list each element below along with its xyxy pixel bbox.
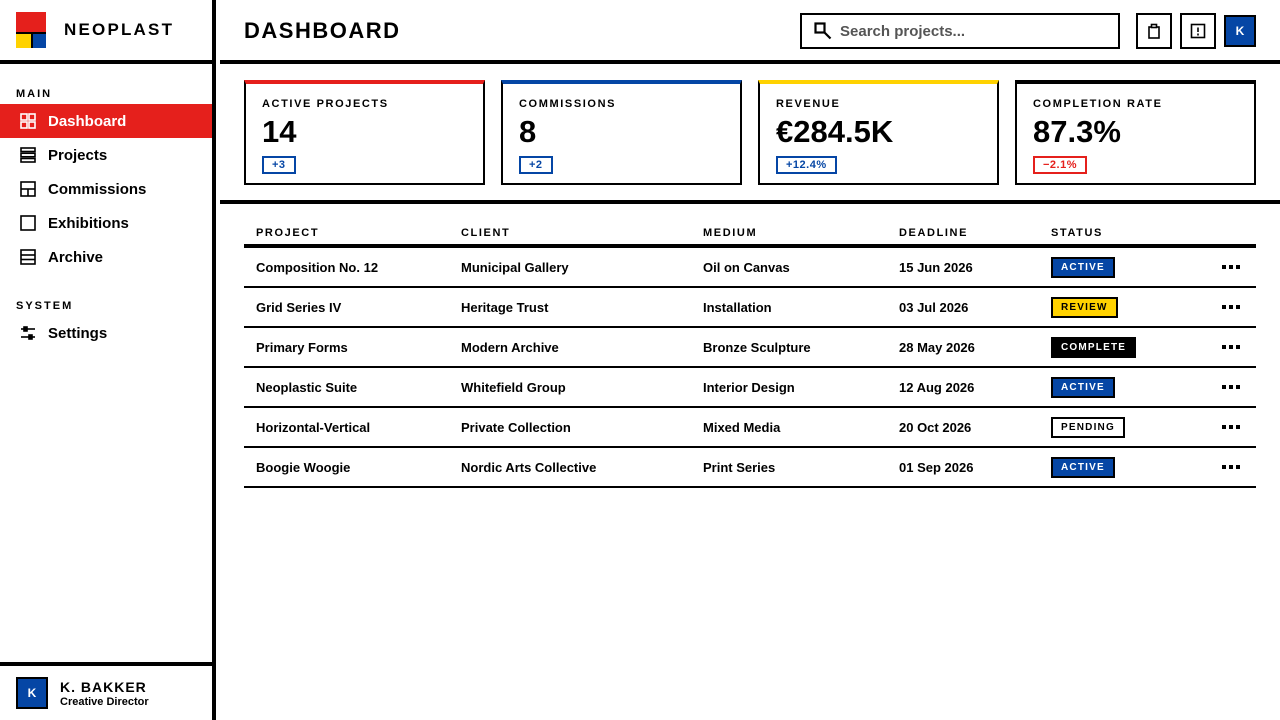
sidebar-item-label: Archive — [48, 248, 104, 266]
clipboard-icon — [1146, 23, 1162, 39]
status-cell — [1051, 257, 1206, 278]
stat-label: REVENUE — [776, 98, 841, 110]
sidebar-item-label: Settings — [48, 324, 108, 342]
search-icon — [814, 22, 832, 40]
stat-delta: +2 — [519, 156, 553, 174]
clipboard-button[interactable] — [1136, 13, 1172, 49]
table-row[interactable] — [244, 288, 1256, 328]
table-row[interactable] — [244, 448, 1256, 488]
sidebar-item-label: Exhibitions — [48, 214, 129, 232]
sidebar-item-archive[interactable] — [0, 240, 212, 274]
user-profile[interactable] — [0, 662, 212, 720]
column-header-project[interactable]: PROJECT — [256, 227, 320, 239]
medium: Print Series — [703, 459, 776, 475]
project-name: Grid Series IV — [256, 299, 342, 315]
client-name: Municipal Gallery — [461, 259, 569, 275]
stat-card-commissions — [501, 80, 742, 185]
row-menu-icon[interactable] — [1220, 339, 1242, 355]
brand-name: NEOPLAST — [64, 20, 175, 39]
stat-card-revenue — [758, 80, 999, 185]
nav-heading-system: SYSTEM — [16, 300, 74, 312]
sidebar-item-exhibitions[interactable] — [0, 206, 212, 240]
grid-icon — [20, 113, 36, 129]
stat-value: €284.5K — [776, 114, 894, 149]
row-menu-icon[interactable] — [1220, 379, 1242, 395]
status-cell — [1051, 417, 1206, 438]
stat-value: 8 — [519, 114, 537, 149]
page-title: DASHBOARD — [244, 18, 401, 43]
medium: Installation — [703, 299, 772, 315]
split-box-icon — [20, 181, 36, 197]
sliders-icon — [20, 325, 36, 341]
medium: Interior Design — [703, 379, 795, 395]
status-cell — [1051, 297, 1206, 318]
client-name: Heritage Trust — [461, 299, 549, 315]
row-menu-icon[interactable] — [1220, 459, 1242, 475]
client-name: Private Collection — [461, 419, 571, 435]
project-name: Boogie Woogie — [256, 459, 351, 475]
archive-icon — [20, 249, 36, 265]
table-row[interactable] — [244, 368, 1256, 408]
project-name: Composition No. 12 — [256, 259, 379, 275]
table-row[interactable] — [244, 408, 1256, 448]
table-row[interactable] — [244, 328, 1256, 368]
table-row[interactable] — [244, 248, 1256, 288]
main-nav — [0, 88, 212, 274]
medium: Mixed Media — [703, 419, 781, 435]
column-header-client[interactable]: CLIENT — [461, 227, 511, 239]
table-header — [244, 222, 1256, 248]
stat-label: COMMISSIONS — [519, 98, 617, 110]
status-badge: ACTIVE — [1051, 257, 1115, 278]
deadline: 20 Oct 2026 — [899, 419, 972, 435]
status-badge: ACTIVE — [1051, 377, 1115, 398]
sidebar-item-projects[interactable] — [0, 138, 212, 172]
row-menu-icon[interactable] — [1220, 259, 1242, 275]
sidebar-item-dashboard[interactable] — [0, 104, 212, 138]
status-badge: PENDING — [1051, 417, 1125, 438]
project-name: Horizontal-Vertical — [256, 419, 371, 435]
system-nav — [0, 300, 212, 350]
stat-value: 14 — [262, 114, 297, 149]
deadline: 15 Jun 2026 — [899, 259, 973, 275]
sidebar-item-label: Commissions — [48, 180, 147, 198]
stat-delta: +12.4% — [776, 156, 837, 174]
deadline: 28 May 2026 — [899, 339, 975, 355]
user-name: K. BAKKER — [60, 678, 147, 695]
status-badge: ACTIVE — [1051, 457, 1115, 478]
stat-value: 87.3% — [1033, 114, 1121, 149]
stats-section — [220, 64, 1280, 204]
sidebar-item-settings[interactable] — [0, 316, 212, 350]
sidebar-item-commissions[interactable] — [0, 172, 212, 206]
header-avatar-button[interactable]: K — [1224, 15, 1256, 47]
status-badge: REVIEW — [1051, 297, 1118, 318]
alerts-button[interactable] — [1180, 13, 1216, 49]
alert-icon — [1190, 23, 1206, 39]
sidebar-item-label: Projects — [48, 146, 108, 164]
project-name: Primary Forms — [256, 339, 348, 355]
client-name: Nordic Arts Collective — [461, 459, 597, 475]
sidebar — [0, 0, 216, 720]
nav-heading-main: MAIN — [16, 88, 53, 100]
client-name: Whitefield Group — [461, 379, 566, 395]
stat-card-completion-rate — [1015, 80, 1256, 185]
column-header-status[interactable]: STATUS — [1051, 227, 1103, 239]
row-menu-icon[interactable] — [1220, 299, 1242, 315]
table-body — [244, 248, 1256, 488]
medium: Bronze Sculpture — [703, 339, 811, 355]
header — [220, 0, 1280, 64]
brand — [0, 0, 212, 64]
square-icon — [20, 215, 36, 231]
stat-card-active-projects — [244, 80, 485, 185]
list-icon — [20, 147, 36, 163]
neoplast-logo-icon — [16, 12, 46, 48]
search-box[interactable] — [800, 13, 1120, 49]
client-name: Modern Archive — [461, 339, 559, 355]
medium: Oil on Canvas — [703, 259, 790, 275]
deadline: 03 Jul 2026 — [899, 299, 969, 315]
status-cell — [1051, 377, 1206, 398]
status-cell — [1051, 337, 1206, 358]
deadline: 12 Aug 2026 — [899, 379, 975, 395]
search-input[interactable] — [840, 23, 1100, 40]
avatar: K — [16, 677, 48, 709]
stat-label: COMPLETION RATE — [1033, 98, 1163, 110]
stat-delta: +3 — [262, 156, 296, 174]
stat-label: ACTIVE PROJECTS — [262, 98, 389, 110]
stat-delta: −2.1% — [1033, 156, 1087, 174]
sidebar-item-label: Dashboard — [48, 112, 127, 130]
column-header-deadline[interactable]: DEADLINE — [899, 227, 969, 239]
column-header-medium[interactable]: MEDIUM — [703, 227, 758, 239]
user-role: Creative Director — [60, 695, 149, 708]
project-name: Neoplastic Suite — [256, 379, 358, 395]
projects-table — [244, 222, 1256, 488]
row-menu-icon[interactable] — [1220, 419, 1242, 435]
status-cell — [1051, 457, 1206, 478]
status-badge: COMPLETE — [1051, 337, 1136, 358]
deadline: 01 Sep 2026 — [899, 459, 974, 475]
